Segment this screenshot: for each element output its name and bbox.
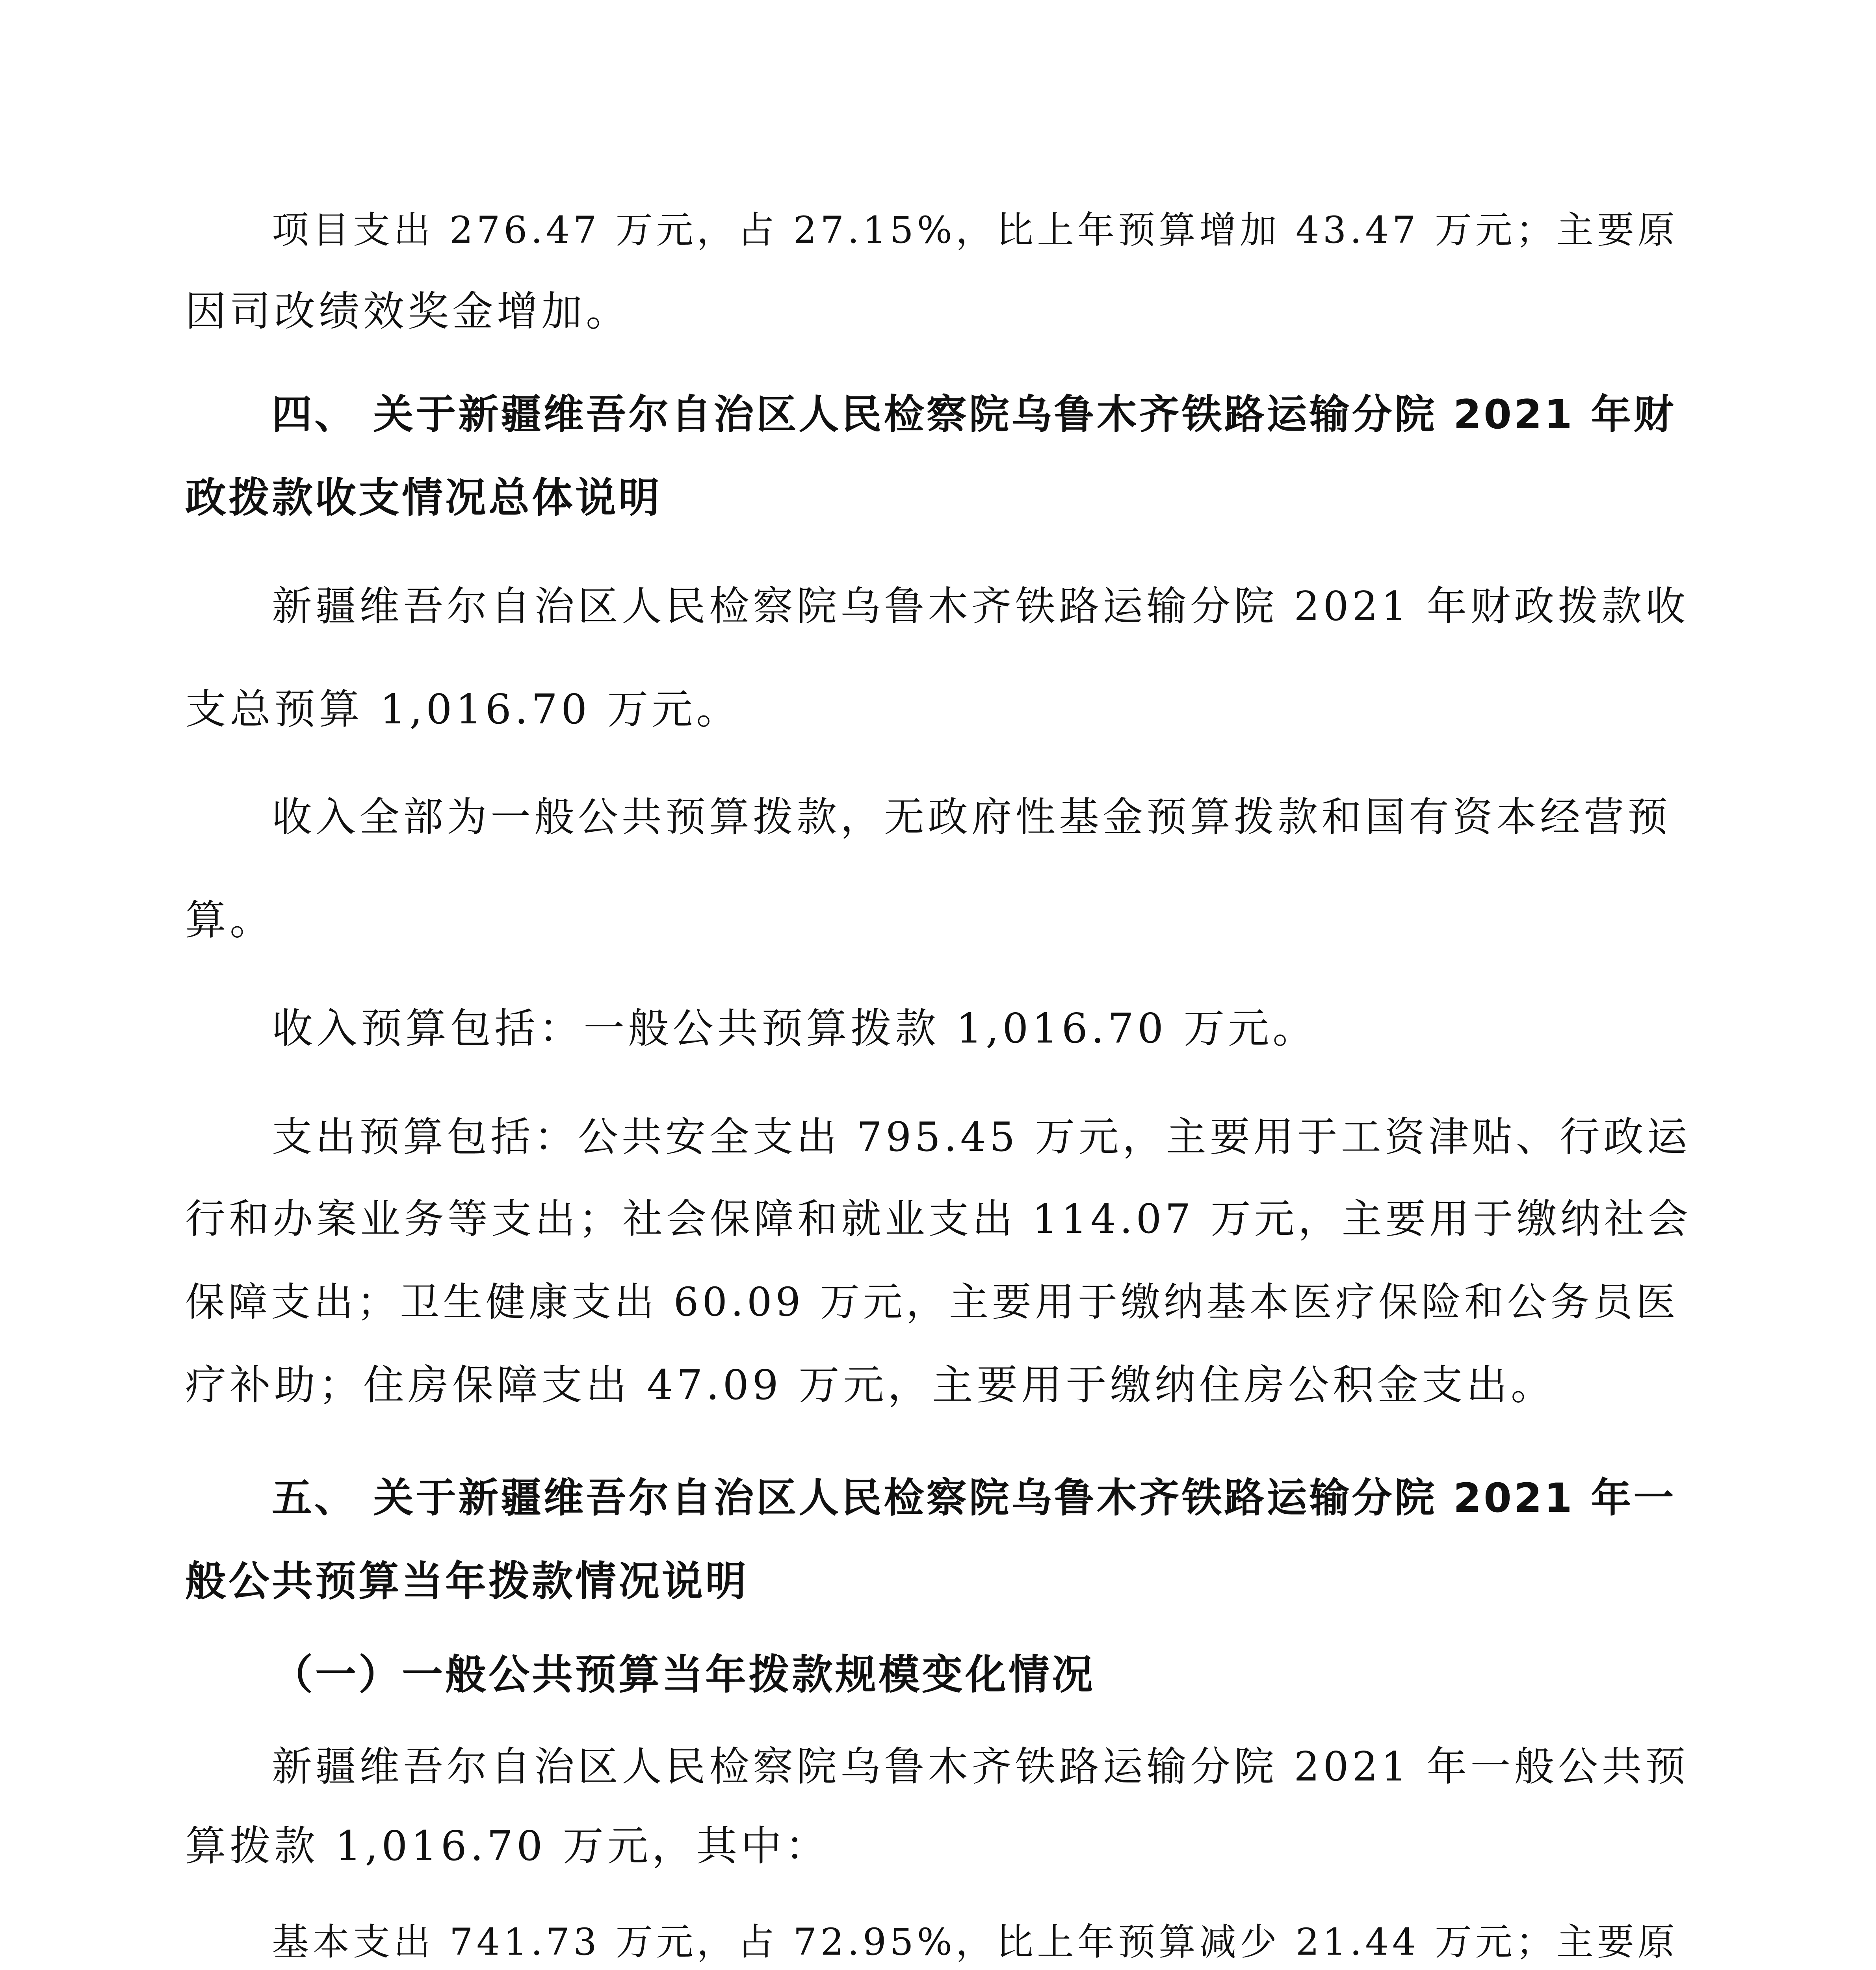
paragraph-line: 支总预算 1,016.70 万元。 (185, 685, 741, 733)
paragraph-line: 算拨款 1,016.70 万元，其中： (185, 1822, 830, 1870)
paragraph-line: 保障支出；卫生健康支出 60.09 万元，主要用于缴纳基本医疗保险和公务员医 (185, 1279, 1679, 1325)
section-heading: 般公共预算当年拨款情况说明 (185, 1557, 749, 1605)
section-heading: 四、 关于新疆维吾尔自治区人民检察院乌鲁木齐铁路运输分院 2021 年财 (272, 391, 1676, 438)
paragraph-line: 疗补助；住房保障支出 47.09 万元，主要用于缴纳住房公积金支出。 (185, 1361, 1555, 1409)
paragraph-line: 算。 (185, 896, 275, 944)
paragraph-line: 新疆维吾尔自治区人民检察院乌鲁木齐铁路运输分院 2021 年财政拨款收 (272, 583, 1689, 630)
paragraph-line: 收入预算包括：一般公共预算拨款 1,016.70 万元。 (272, 1004, 1317, 1052)
paragraph-line: 新疆维吾尔自治区人民检察院乌鲁木齐铁路运输分院 2021 年一般公共预 (272, 1743, 1689, 1790)
section-heading: 政拨款收支情况总体说明 (185, 474, 662, 522)
paragraph-line: 因司改绩效奖金增加。 (185, 287, 631, 335)
section-heading: 五、 关于新疆维吾尔自治区人民检察院乌鲁木齐铁路运输分院 2021 年一 (272, 1475, 1676, 1522)
paragraph-line: 支出预算包括：公共安全支出 795.45 万元，主要用于工资津贴、行政运 (272, 1114, 1691, 1161)
subsection-heading: （一）一般公共预算当年拨款规模变化情况 (272, 1650, 1096, 1699)
paragraph-line: 收入全部为一般公共预算拨款，无政府性基金预算拨款和国有资本经营预 (272, 794, 1671, 841)
paragraph-line: 项目支出 276.47 万元，占 27.15%，比上年预算增加 43.47 万元；主要原 (272, 209, 1678, 252)
paragraph-line: 行和办案业务等支出；社会保障和就业支出 114.07 万元，主要用于缴纳社会 (185, 1196, 1692, 1243)
paragraph-line: 基本支出 741.73 万元，占 72.95%，比上年预算减少 21.44 万元；主要原 (272, 1921, 1678, 1964)
